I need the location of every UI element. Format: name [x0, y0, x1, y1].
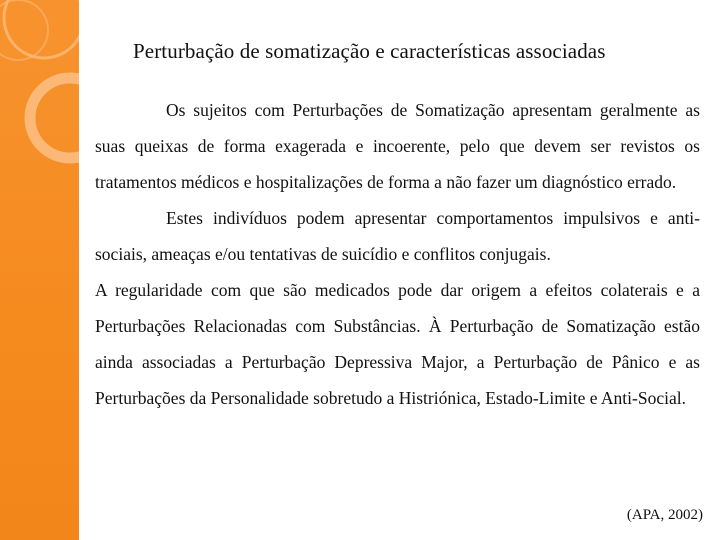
paragraph-impulsive-behaviours: Estes indivíduos podem apresentar comportamentos impulsivos e anti-sociais, ameaças e/ou tentativas de suicídio e conflitos conjugais.	[95, 208, 700, 264]
slide-title: Perturbação de somatização e características associadas	[133, 39, 606, 63]
decorative-circles-icon	[0, 0, 79, 540]
paragraph-somatization-complaints: Os sujeitos com Perturbações de Somatização apresentam geralmente as suas queixas de forma exagerada e incoerente, pelo que devem ser revistos os tratamentos médicos e hospitalizações de forma a não fazer um diagnóstico errado.	[95, 100, 700, 192]
citation: (APA, 2002)	[626, 507, 703, 523]
paragraph-associated-disorders: A regularidade com que são medicados pode dar origem a efeitos colaterais e a Perturbações Relacionadas com Substâncias. À Perturbação de Somatização estão ainda associadas a Perturbação Depressiva Major, a Perturbação de Pânico e as Perturbações da Personalidade sobretudo a Histriónica, Estado-Limite e Anti-Social.	[95, 280, 700, 408]
slide-body	[95, 92, 700, 416]
orange-sidebar	[0, 0, 79, 540]
